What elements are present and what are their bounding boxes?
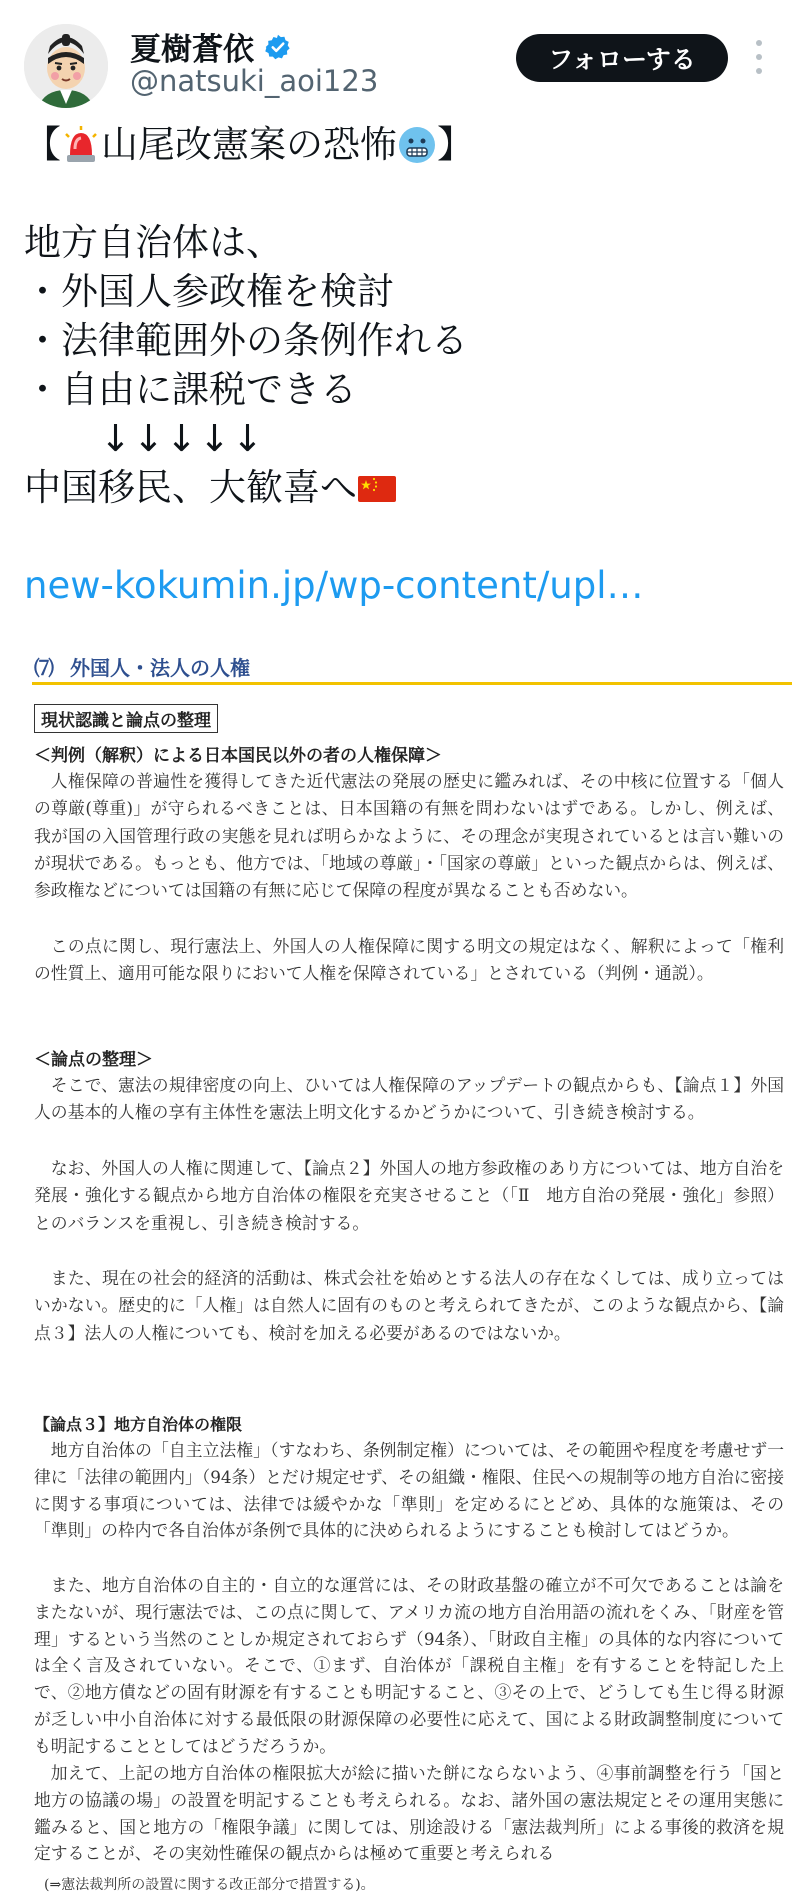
china-flag-icon	[357, 468, 397, 508]
tweet-line-2: ・外国人参政権を検討	[24, 270, 394, 313]
verified-badge-icon	[264, 33, 292, 61]
doc-paragraph-4: なお、外国人の人権に関連して、【論点２】外国人の地方参政権のあり方については、地方自治を発展・強化する観点から地方自治体の権限を充実させること（「Ⅱ 地方自治の発展・強化」参照）とのバランスを重視し、引き続き検討する。	[34, 1158, 784, 1233]
doc-heading-rule	[32, 682, 792, 685]
doc-subheading-2: ＜論点の整理＞	[34, 1050, 153, 1070]
user-handle[interactable]: @natsuki_aoi123	[130, 64, 379, 98]
doc-paragraph-7: また、地方自治体の自主的・自立的な運営には、その財政基盤の確立が不可欠であることは論をまたないが、現行憲法では、この点に関して、アメリカ流の地方自治用語の流れをくみ、「財産を管理」するという当然のことしか規定されておらず（94条）、「財政自主権」の具体的な内容については全く言及されていない。そこで、①まず、自治体が「課税自主権」を有することを特記した上で、②地方債などの固有財源を有することも明記すること、③その上で、どうしても生じ得る財源が乏しい中小自治体に対する最低限の財源保障の必要性に応えて、国による財政調整制度についても明記することとしてはどうだろうか。	[34, 1575, 784, 1756]
tweet-line-5: 中国移民、大歓喜へ	[24, 466, 357, 509]
doc-heading-text: 外国人・法人の人権	[70, 656, 250, 680]
doc-subheading-1: ＜判例（解釈）による日本国民以外の者の人権保障＞	[34, 746, 442, 766]
doc-heading	[34, 652, 250, 681]
follow-button[interactable]: フォローする	[516, 34, 728, 82]
avatar[interactable]	[24, 24, 108, 108]
tweet-line-5-row	[24, 463, 784, 512]
tweet-text	[24, 120, 784, 610]
doc-section-box: 現状認識と論点の整理	[34, 704, 218, 733]
tweet-title: 山尾改憲案の恐怖	[101, 123, 397, 166]
more-options-icon[interactable]	[752, 40, 766, 74]
doc-note: (⇒憲法裁判所の設置に関する改正部分で措置する)。	[44, 1877, 375, 1893]
doc-paragraph-2: この点に関し、現行憲法上、外国人の人権保障に関する明文の規定はなく、解釈によって「権利の性質上、適用可能な限りにおいて人権を保障されている」とされている（判例・通説）。	[34, 936, 784, 984]
name-row	[130, 24, 292, 69]
tweet-line-1: 地方自治体は、	[24, 221, 283, 264]
attached-document-image[interactable]	[24, 640, 792, 1898]
doc-paragraph-6: 地方自治体の「自主立法権」（すなわち、条例制定権）については、その範囲や程度を考慮せず一律に「法律の範囲内」（94条）とだけ規定せず、その組織・権限、住民への規制等の地方自治に密接に関する事項については、法律では緩やかな「準則」を定めるにとどめ、具体的な施策は、その「準則」の枠内で各自治体が条例で具体的に決められるようにすることも検討してはどうか。	[34, 1440, 784, 1541]
doc-paragraph-8: 加えて、上記の地方自治体の権限拡大が絵に描いた餅にならないよう、④事前調整を行う「国と地方の協議の場」の設置を明記することも考えられる。なお、諸外国の憲法規定とその運用実態に鑑みると、国と地方の「権限争議」に関しては、別途設ける「憲法裁判所」による事後的救済を規定することが、その実効性確保の観点からは極めて重要と考えられる	[34, 1763, 784, 1864]
display-name[interactable]: 夏樹蒼依	[130, 32, 254, 68]
police-light-icon	[61, 125, 101, 165]
tweet-title-line	[24, 120, 784, 169]
samurai-avatar-icon	[24, 24, 108, 108]
doc-heading-number: ⑺	[34, 656, 54, 680]
doc-paragraph-5: また、現在の社会的経済的活動は、株式会社を始めとする法人の存在なくしては、成り立ってはいかない。歴史的に「人権」は自然人に固有のものと考えられてきたが、このような観点から、【論点３】法人の人権についても、検討を加える必要があるのではないか。	[34, 1268, 784, 1343]
tweet-line-4: ・自由に課税できる	[24, 368, 357, 411]
title-bracket-right: 】	[437, 123, 474, 166]
cold-face-icon	[397, 125, 437, 165]
doc-subheading-3: 【論点３】地方自治体の権限	[34, 1415, 243, 1434]
doc-paragraph-3: そこで、憲法の規律密度の向上、ひいては人権保障のアップデートの観点からも、【論点１】外国人の基本的人権の享有主体性を憲法上明文化するかどうかについて、引き続き検討する。	[34, 1075, 784, 1123]
doc-paragraph-1: 人権保障の普遍性を獲得してきた近代憲法の発展の歴史に鑑みれば、その中核に位置する「個人の尊厳(尊重)」が守られるべきことは、日本国籍の有無を問わないはずである。しかし、例えば、我が国の入国管理行政の実態を見れば明らかなように、その理念が実現されているとは言い難いのが現状である。もっとも、他方では、「地域の尊厳」・「国家の尊厳」といった観点からは、例えば、参政権などについては国籍の有無に応じて保障の程度が異なることも否めない。	[34, 771, 784, 901]
tweet-line-3: ・法律範囲外の条例作れる	[24, 319, 468, 362]
tweet-header	[0, 0, 800, 110]
tweet-link[interactable]: new-kokumin.jp/wp-content/upl…	[24, 564, 644, 607]
tweet-arrows: ↓↓↓↓↓	[100, 417, 266, 460]
title-bracket-left: 【	[24, 123, 61, 166]
